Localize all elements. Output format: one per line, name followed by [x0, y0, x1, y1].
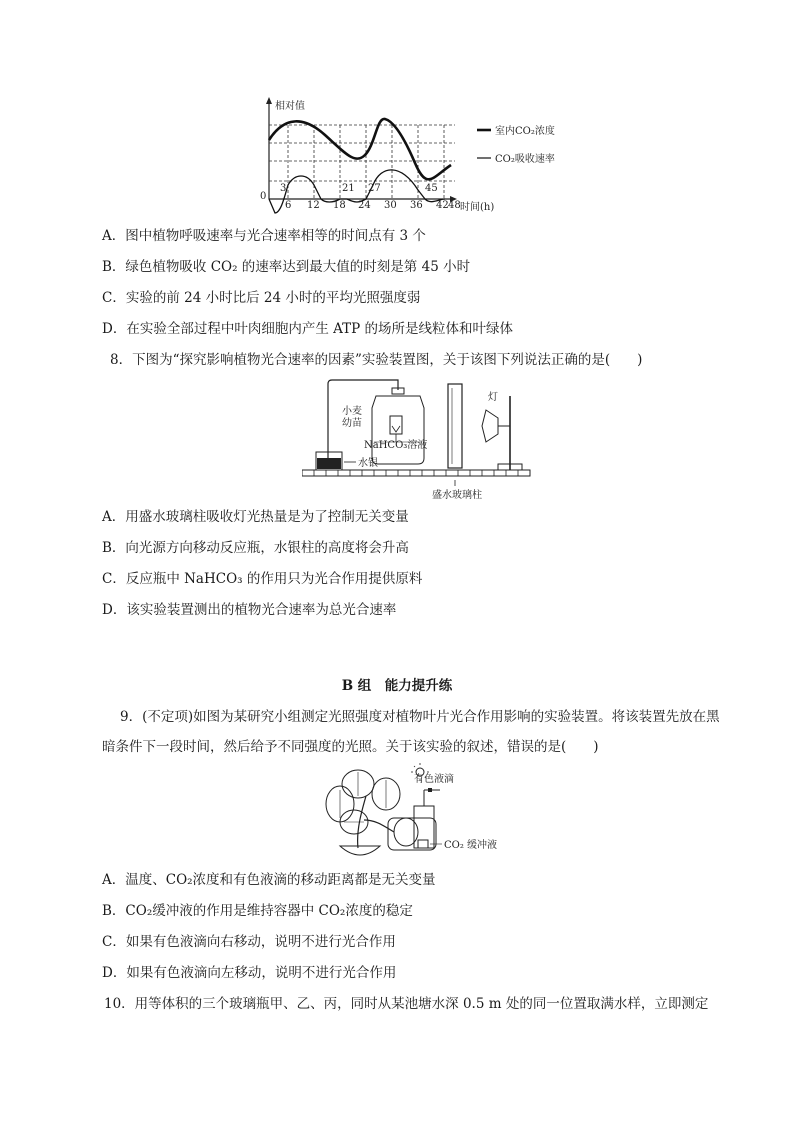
- point-label: 27: [368, 183, 381, 194]
- x-tick: 12: [307, 200, 320, 211]
- q9-stem-line-1: 9．(不定项)如图为某研究小组测定光照强度对植物叶片光合作用影响的实验装置。将该装置先放在黑: [120, 709, 720, 725]
- apparatus-figure: [302, 376, 532, 502]
- legend-co2-concentration: 室内CO₂浓度: [495, 126, 555, 137]
- y-axis-label: 相对值: [275, 101, 305, 112]
- x-tick: 6: [285, 200, 292, 211]
- x-tick: 24: [358, 200, 371, 211]
- q9-option-d: D．如果有色液滴向左移动，说明不进行光合作用: [102, 965, 397, 981]
- seedling-label: 幼苗: [342, 418, 362, 429]
- q9-option-c: C．如果有色液滴向右移动，说明不进行光合作用: [102, 934, 396, 950]
- buffer-label: CO₂ 缓冲液: [444, 840, 498, 851]
- point-label: 21: [342, 183, 355, 194]
- solution-label: NaHCO₃溶液: [364, 440, 428, 451]
- legend-co2-uptake-rate: CO₂吸收速率: [495, 154, 555, 165]
- q7-option-a: A．图中植物呼吸速率与光合速率相等的时间点有 3 个: [102, 228, 426, 244]
- wheat-label: 小麦: [342, 406, 362, 417]
- x-tick: 18: [333, 200, 346, 211]
- q7-option-b: B．绿色植物吸收 CO₂ 的速率达到最大值的时刻是第 45 小时: [102, 259, 471, 275]
- q8-stem: 8．下图为“探究影响植物光合速率的因素”实验装置图，关于该图下列说法正确的是( ): [110, 352, 643, 368]
- x-tick: 48: [448, 200, 461, 211]
- point-label: 45: [425, 183, 438, 194]
- mercury-label: 水银: [358, 458, 378, 469]
- q7-option-c: C．实验的前 24 小时比后 24 小时的平均光照强度弱: [102, 290, 421, 306]
- x-axis-label: 时间(h): [460, 202, 495, 213]
- q10-stem: 10．用等体积的三个玻璃瓶甲、乙、丙，同时从某池塘水深 0.5 m 处的同一位置取满水样，立即测定: [104, 996, 709, 1012]
- q9-option-a: A．温度、CO₂浓度和有色液滴的移动距离都是无关变量: [102, 872, 436, 888]
- x-tick: 42: [436, 200, 449, 211]
- co2-graph-figure: [255, 95, 575, 215]
- q9-option-b: B．CO₂缓冲液的作用是维持容器中 CO₂浓度的稳定: [102, 903, 413, 919]
- q8-option-d: D．该实验装置测出的植物光合速率为总光合速率: [102, 602, 397, 618]
- x-tick: 36: [410, 200, 423, 211]
- q9-stem-line-2: 暗条件下一段时间，然后给予不同强度的光照。关于该实验的叙述，错误的是( ): [102, 739, 599, 755]
- x-tick: 30: [384, 200, 397, 211]
- point-label: 3: [280, 183, 287, 194]
- glass-column-label: 盛水玻璃柱: [432, 490, 482, 501]
- lamp-label: 灯: [488, 392, 498, 403]
- origin-label: 0: [260, 191, 267, 202]
- droplet-label: 有色液滴: [414, 774, 454, 785]
- q8-option-a: A．用盛水玻璃柱吸收灯光热量是为了控制无关变量: [102, 509, 409, 525]
- q8-option-c: C．反应瓶中 NaHCO₃ 的作用只为光合作用提供原料: [102, 571, 423, 587]
- co2-concentration-curve: [269, 119, 451, 179]
- plant-apparatus-figure: [318, 760, 508, 866]
- section-b-title: B 组 能力提升练: [341, 678, 453, 694]
- q7-option-d: D．在实验全部过程中叶肉细胞内产生 ATP 的场所是线粒体和叶绿体: [102, 321, 514, 337]
- q8-option-b: B．向光源方向移动反应瓶，水银柱的高度将会升高: [102, 540, 409, 556]
